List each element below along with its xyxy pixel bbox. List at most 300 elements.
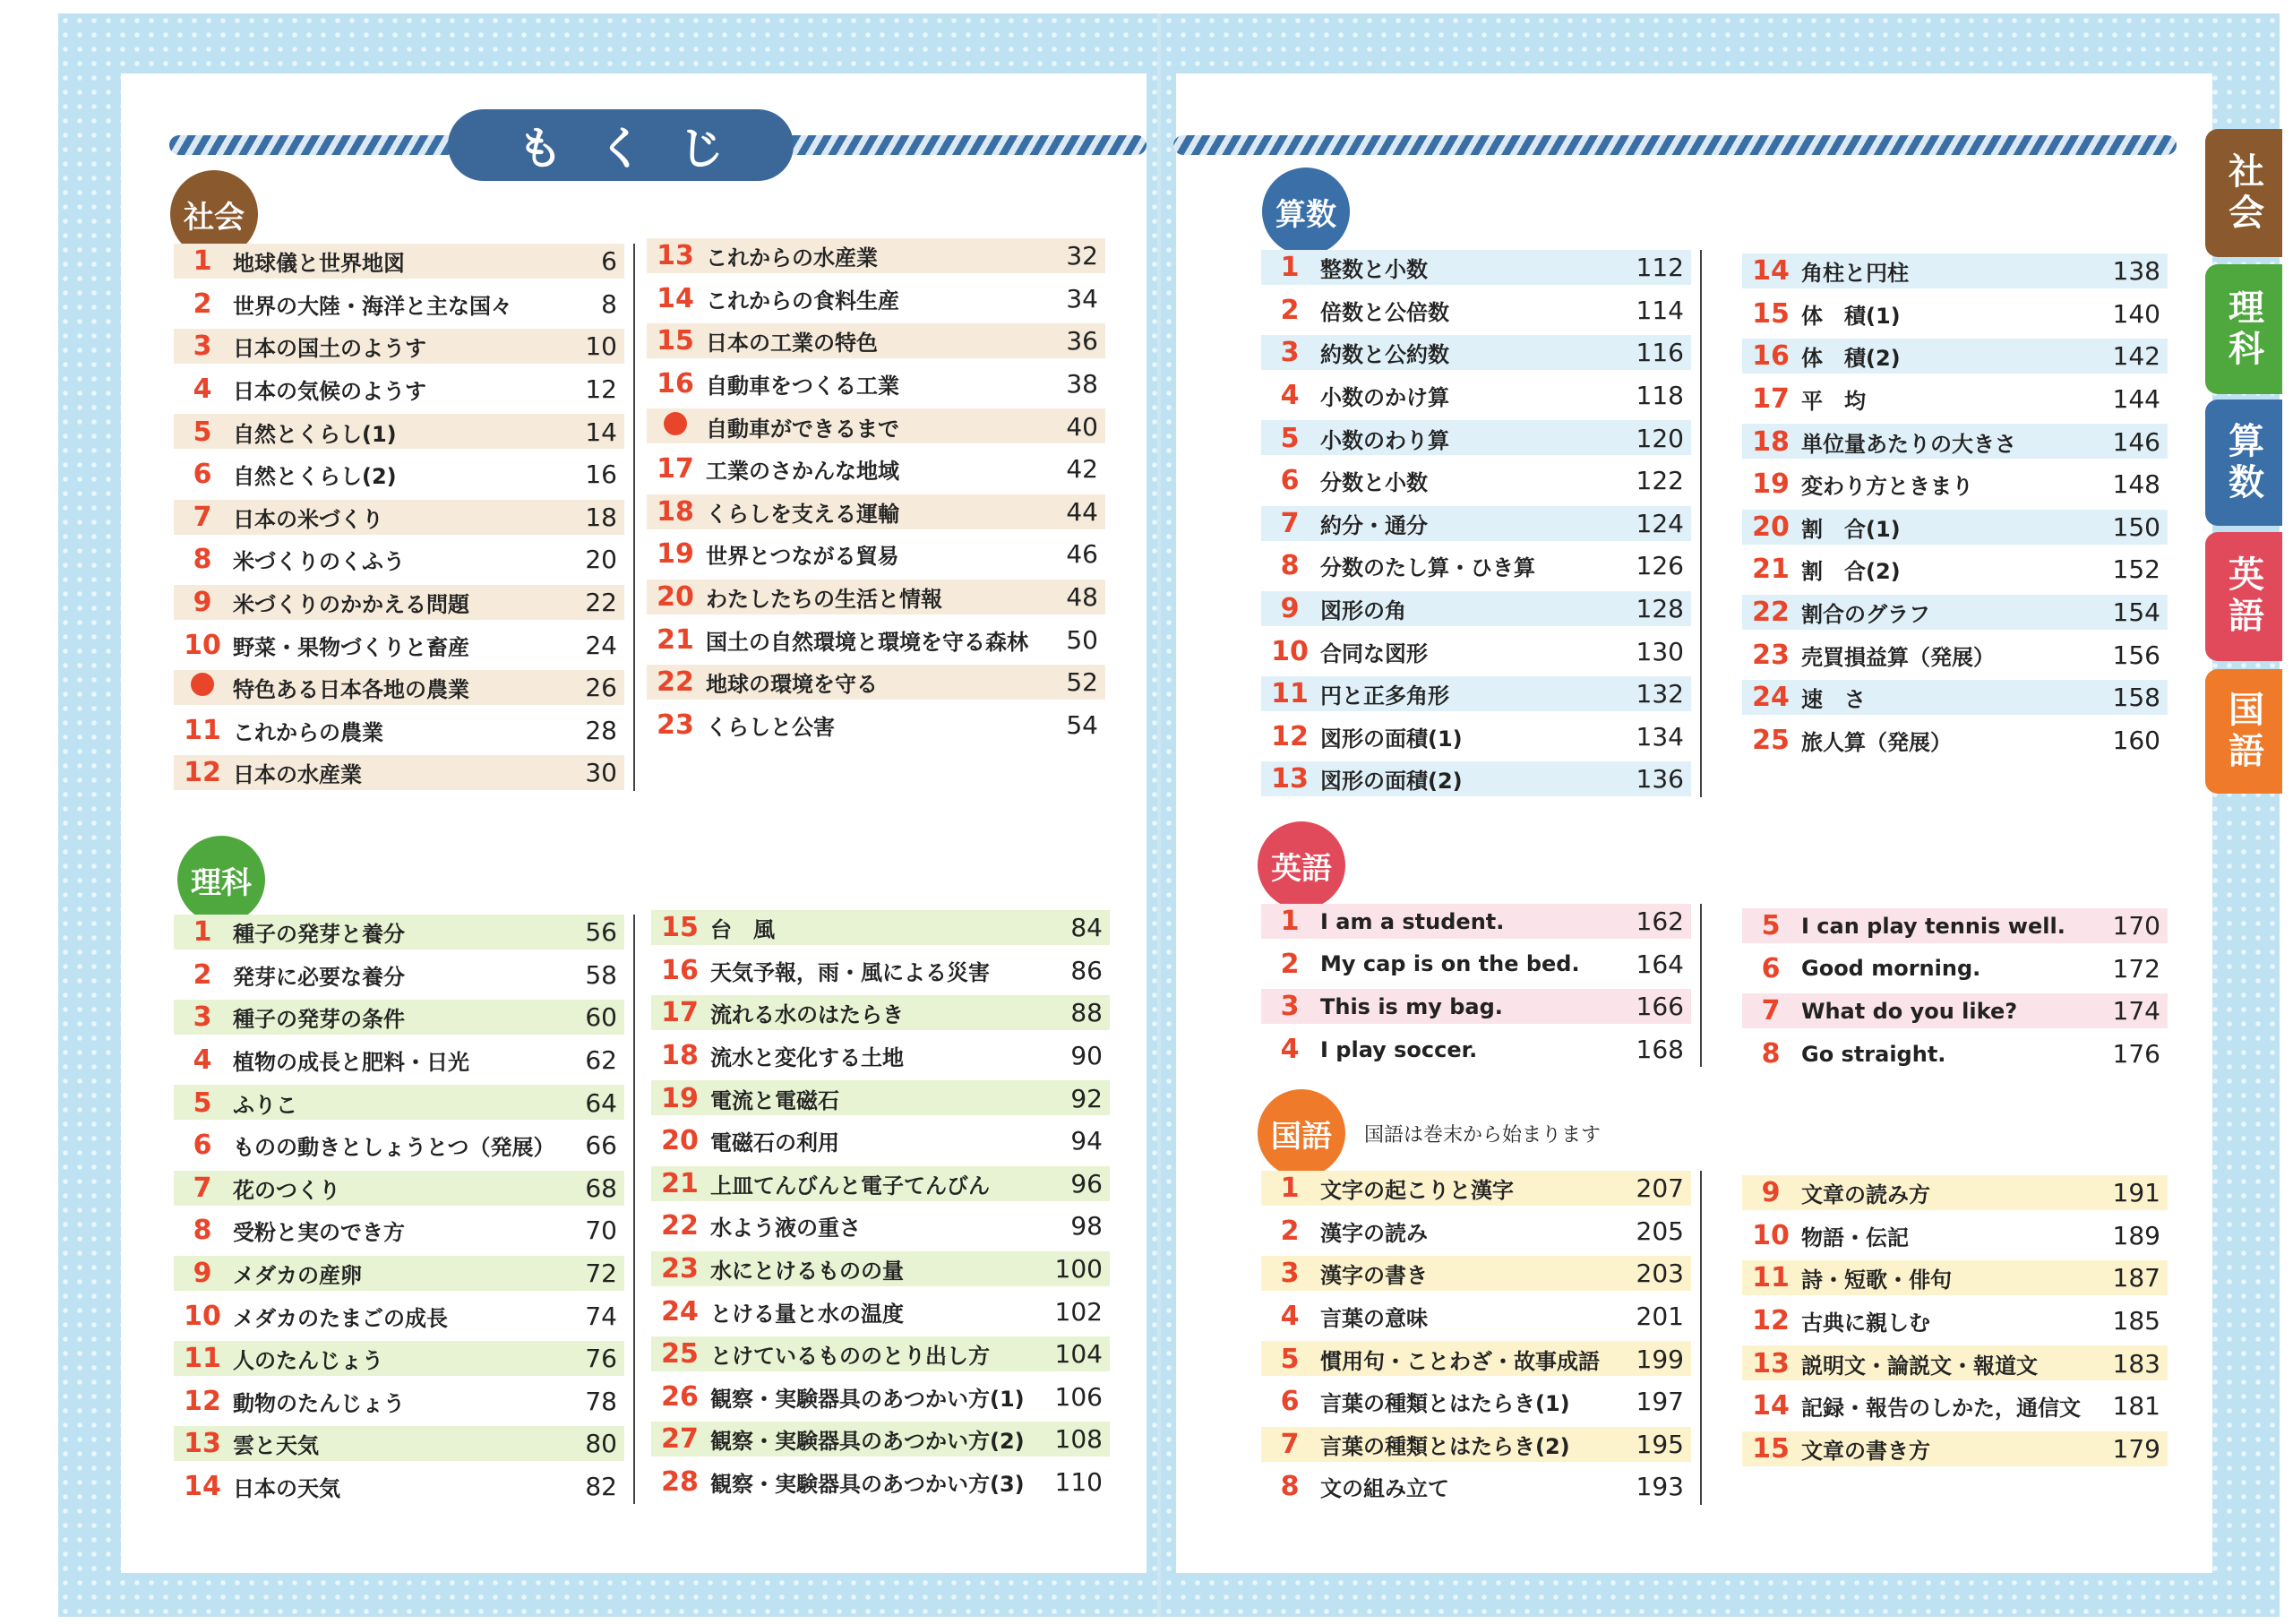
toc-entry[interactable] bbox=[1261, 331, 1691, 374]
entry-number: 4 bbox=[193, 1044, 212, 1077]
toc-entry[interactable] bbox=[647, 491, 1105, 534]
entry-title: 種子の発芽の条件 bbox=[233, 1007, 405, 1033]
entry-number: 2 bbox=[1280, 1215, 1300, 1247]
entry-page: 164 bbox=[1636, 949, 1684, 979]
section-badge-math: 算数 bbox=[1262, 168, 1350, 255]
entry-number: 24 bbox=[661, 1295, 699, 1328]
entry-title: This is my bag. bbox=[1320, 993, 1503, 1019]
entry-page: 66 bbox=[585, 1130, 617, 1161]
entry-number: 2 bbox=[1280, 294, 1300, 326]
entry-page: 42 bbox=[1066, 454, 1098, 485]
entry-title: 自動車をつくる工業 bbox=[706, 374, 899, 400]
entry-title: 約分・通分 bbox=[1320, 512, 1428, 538]
entry-title: 速 さ bbox=[1801, 687, 1866, 713]
entry-number: 1 bbox=[1280, 252, 1300, 284]
toc-entry[interactable] bbox=[1742, 1300, 2168, 1343]
entry-title: 自然とくらし(1) bbox=[233, 421, 397, 447]
entry-title: 水よう液の重さ bbox=[710, 1216, 861, 1242]
toc-entry[interactable] bbox=[174, 1422, 624, 1465]
entry-number: 14 bbox=[184, 1471, 221, 1503]
entry-page: 30 bbox=[585, 758, 617, 788]
tab-japanese[interactable]: 国語 bbox=[2205, 669, 2282, 794]
toc-entry[interactable] bbox=[1261, 1295, 1691, 1338]
entry-title: 物語・伝記 bbox=[1801, 1224, 1909, 1250]
toc-entry[interactable] bbox=[174, 1294, 624, 1337]
japanese-note: 国語は巻末から始まります bbox=[1364, 1124, 1602, 1147]
entry-page: 179 bbox=[2112, 1433, 2160, 1464]
entry-page: 64 bbox=[585, 1087, 617, 1118]
toc-entry[interactable] bbox=[174, 496, 624, 539]
entry-title: 円と正多角形 bbox=[1320, 683, 1449, 709]
toc-entry[interactable] bbox=[1261, 943, 1691, 986]
entry-page: 124 bbox=[1636, 508, 1684, 538]
toc-entry[interactable] bbox=[1742, 506, 2168, 549]
entry-number: 28 bbox=[661, 1466, 699, 1499]
entry-page: 150 bbox=[2112, 511, 2160, 542]
toc-entry[interactable] bbox=[651, 1333, 1110, 1376]
toc-entry[interactable] bbox=[174, 996, 624, 1039]
toc-entry[interactable] bbox=[647, 320, 1105, 363]
entry-page: 70 bbox=[585, 1216, 617, 1246]
entry-title: 日本の国土のようす bbox=[233, 336, 426, 362]
entry-number: 21 bbox=[1752, 554, 1790, 586]
entry-title: 世界とつながる貿易 bbox=[706, 544, 899, 570]
japanese-column-2 bbox=[1742, 1172, 2168, 1470]
toc-entry[interactable] bbox=[1261, 630, 1691, 673]
toc-entry[interactable] bbox=[1742, 633, 2168, 676]
entry-page: 52 bbox=[1066, 667, 1098, 698]
toc-entry[interactable] bbox=[651, 1077, 1110, 1120]
entry-marker bbox=[652, 411, 699, 443]
toc-entry[interactable] bbox=[174, 1337, 624, 1380]
toc-entry[interactable] bbox=[1742, 420, 2168, 463]
toc-entry[interactable] bbox=[1742, 990, 2168, 1033]
toc-entry[interactable] bbox=[1742, 1257, 2168, 1300]
entry-page: 128 bbox=[1636, 594, 1684, 624]
entry-page: 154 bbox=[2112, 597, 2160, 628]
column-divider bbox=[633, 915, 635, 1504]
entry-page: 199 bbox=[1636, 1344, 1684, 1374]
entry-number: 22 bbox=[657, 666, 694, 699]
entry-number: 12 bbox=[1271, 720, 1309, 752]
toc-entry[interactable] bbox=[1742, 591, 2168, 634]
entry-title: 図形の面積(1) bbox=[1320, 726, 1463, 752]
toc-entry[interactable] bbox=[1261, 673, 1691, 716]
entry-title: 種子の発芽と養分 bbox=[233, 922, 405, 948]
entry-number: 22 bbox=[661, 1210, 699, 1242]
entry-number: 17 bbox=[657, 453, 694, 485]
toc-entry[interactable] bbox=[174, 325, 624, 368]
entry-title: 受粉と実のでき方 bbox=[233, 1220, 405, 1246]
math-column-2 bbox=[1742, 250, 2168, 761]
toc-entry[interactable] bbox=[1261, 503, 1691, 546]
entry-title: 自動車ができるまで bbox=[706, 416, 899, 442]
entry-page: 183 bbox=[2112, 1348, 2160, 1379]
toc-entry[interactable] bbox=[174, 1081, 624, 1124]
entry-page: 172 bbox=[2112, 953, 2160, 984]
entry-number: 6 bbox=[193, 1130, 212, 1162]
entry-title: 花のつくり bbox=[233, 1177, 340, 1203]
toc-entry[interactable] bbox=[174, 709, 624, 752]
entry-number: 7 bbox=[1761, 995, 1781, 1027]
english-column-1 bbox=[1261, 900, 1691, 1070]
toc-entry[interactable] bbox=[1261, 588, 1691, 631]
entry-number: 8 bbox=[1761, 1038, 1781, 1070]
entry-title: 言葉の種類とはたらき(2) bbox=[1320, 1433, 1570, 1459]
toc-entry[interactable] bbox=[651, 949, 1110, 992]
toc-entry[interactable] bbox=[647, 661, 1105, 704]
toc-entry[interactable] bbox=[1742, 548, 2168, 591]
toc-entry[interactable] bbox=[174, 1252, 624, 1295]
toc-entry[interactable] bbox=[174, 581, 624, 624]
entry-page: 98 bbox=[1070, 1211, 1103, 1242]
toc-entry[interactable] bbox=[1261, 716, 1691, 759]
entry-title: My cap is on the bed. bbox=[1320, 951, 1580, 977]
entry-number: 1 bbox=[193, 916, 212, 949]
entry-number: 5 bbox=[193, 416, 212, 448]
entry-title: 世界の大陸・海洋と主な国々 bbox=[233, 293, 512, 319]
toc-entry[interactable] bbox=[1742, 905, 2168, 948]
social-column-2 bbox=[647, 235, 1105, 746]
entry-page: 76 bbox=[585, 1344, 617, 1374]
toc-entry[interactable] bbox=[651, 1120, 1110, 1163]
entry-title: 水にとけるものの量 bbox=[710, 1259, 904, 1285]
entry-page: 134 bbox=[1636, 721, 1684, 752]
entry-page: 18 bbox=[585, 502, 617, 532]
toc-entry[interactable] bbox=[651, 1290, 1110, 1333]
entry-number: 7 bbox=[1280, 1428, 1300, 1460]
entry-title: くらしを支える運輸 bbox=[706, 501, 899, 527]
entry-page: 148 bbox=[2112, 469, 2160, 500]
toc-entry[interactable] bbox=[174, 1167, 624, 1210]
entry-title: 分数と小数 bbox=[1320, 470, 1428, 496]
entry-title: 売買損益算（発展） bbox=[1801, 644, 1995, 670]
toc-entry[interactable] bbox=[1261, 1252, 1691, 1295]
entry-page: 189 bbox=[2112, 1220, 2160, 1250]
entry-number: 5 bbox=[1280, 1343, 1300, 1375]
entry-page: 176 bbox=[2112, 1039, 2160, 1070]
toc-entry[interactable] bbox=[1261, 1423, 1691, 1466]
toc-entry[interactable] bbox=[1742, 335, 2168, 378]
entry-page: 20 bbox=[585, 545, 617, 575]
toc-entry[interactable] bbox=[1742, 378, 2168, 421]
entry-title: 旅人算（発展） bbox=[1801, 729, 1952, 755]
toc-entry[interactable] bbox=[1261, 1380, 1691, 1423]
entry-title: 合同な図形 bbox=[1320, 640, 1428, 666]
entry-number: 1 bbox=[1280, 906, 1300, 938]
entry-number: 10 bbox=[1752, 1219, 1790, 1251]
section-badge-science: 理科 bbox=[177, 836, 265, 924]
toc-entry[interactable] bbox=[1261, 545, 1691, 588]
toc-entry[interactable] bbox=[1742, 1428, 2168, 1471]
toc-entry[interactable] bbox=[647, 618, 1105, 661]
toc-entry[interactable] bbox=[174, 453, 624, 496]
entry-number: 6 bbox=[1280, 1386, 1300, 1418]
toc-entry[interactable] bbox=[647, 363, 1105, 406]
toc-entry[interactable] bbox=[1261, 460, 1691, 503]
entry-page: 10 bbox=[585, 331, 617, 362]
toc-entry[interactable] bbox=[1261, 289, 1691, 332]
toc-entry[interactable] bbox=[174, 283, 624, 326]
entry-number: 11 bbox=[184, 714, 221, 746]
column-divider bbox=[1700, 1171, 1702, 1505]
entry-page: 100 bbox=[1054, 1254, 1103, 1285]
entry-title: 地球儀と世界地図 bbox=[233, 251, 405, 277]
toc-entry[interactable] bbox=[174, 623, 624, 666]
entry-page: 58 bbox=[585, 959, 617, 990]
toc-entry[interactable] bbox=[651, 1035, 1110, 1078]
toc-entry[interactable] bbox=[1742, 1172, 2168, 1215]
entry-page: 140 bbox=[2112, 298, 2160, 329]
entry-number: 23 bbox=[1752, 639, 1790, 671]
toc-entry[interactable] bbox=[1742, 1033, 2168, 1076]
toc-entry[interactable] bbox=[1742, 719, 2168, 762]
toc-entry[interactable] bbox=[651, 1418, 1110, 1461]
entry-number: 5 bbox=[1280, 422, 1300, 454]
math-column-1 bbox=[1261, 246, 1691, 801]
entry-title: ものの動きとしょうとつ（発展） bbox=[233, 1135, 555, 1161]
toc-entry[interactable] bbox=[1742, 1215, 2168, 1258]
entry-page: 56 bbox=[585, 917, 617, 948]
toc-entry[interactable] bbox=[647, 278, 1105, 321]
toc-entry[interactable] bbox=[647, 405, 1105, 448]
toc-entry[interactable] bbox=[174, 911, 624, 954]
toc-entry[interactable] bbox=[1261, 1337, 1691, 1380]
entry-number: 13 bbox=[1271, 763, 1309, 795]
entry-number: 11 bbox=[184, 1343, 221, 1375]
entry-number: 5 bbox=[1761, 910, 1781, 942]
entry-number: 2 bbox=[193, 288, 212, 320]
toc-entry[interactable] bbox=[174, 1380, 624, 1423]
toc-entry[interactable] bbox=[647, 235, 1105, 278]
entry-page: 104 bbox=[1054, 1339, 1103, 1370]
entry-title: 図形の角 bbox=[1320, 598, 1406, 624]
toc-entry[interactable] bbox=[651, 907, 1110, 949]
entry-number: 14 bbox=[657, 282, 694, 314]
entry-number: 21 bbox=[661, 1167, 699, 1199]
entry-title: What do you like? bbox=[1801, 998, 2018, 1024]
toc-entry[interactable] bbox=[174, 752, 624, 795]
section-badge-japanese: 国語 bbox=[1258, 1089, 1345, 1177]
entry-number: 3 bbox=[1280, 337, 1300, 369]
toc-entry[interactable] bbox=[1742, 293, 2168, 336]
entry-title: 詩・短歌・俳句 bbox=[1801, 1267, 1952, 1293]
toc-entry[interactable] bbox=[174, 1039, 624, 1082]
entry-page: 170 bbox=[2112, 911, 2160, 941]
entry-page: 114 bbox=[1636, 295, 1684, 325]
entry-number: 12 bbox=[1752, 1305, 1790, 1337]
toc-entry[interactable] bbox=[1261, 1167, 1691, 1210]
entry-page: 136 bbox=[1636, 764, 1684, 795]
toc-entry[interactable] bbox=[647, 533, 1105, 576]
entry-title: Good morning. bbox=[1801, 956, 1981, 982]
entry-title: 流れる水のはたらき bbox=[710, 1002, 904, 1028]
entry-title: メダカのたまごの成長 bbox=[233, 1305, 448, 1331]
toc-entry[interactable] bbox=[651, 1376, 1110, 1419]
entry-number: 13 bbox=[1752, 1347, 1790, 1379]
entry-page: 68 bbox=[585, 1173, 617, 1203]
entry-number: 3 bbox=[1280, 1258, 1300, 1290]
entry-number: 6 bbox=[193, 459, 212, 491]
entry-page: 44 bbox=[1066, 496, 1098, 527]
entry-title: 日本の工業の特色 bbox=[706, 331, 878, 357]
toc-entry[interactable] bbox=[1742, 250, 2168, 293]
entry-title: 角柱と円柱 bbox=[1801, 261, 1909, 287]
toc-entry[interactable] bbox=[1261, 900, 1691, 943]
entry-page: 116 bbox=[1636, 338, 1684, 368]
toc-entry[interactable] bbox=[174, 1209, 624, 1252]
toc-entry[interactable] bbox=[1742, 463, 2168, 506]
tab-science[interactable]: 理科 bbox=[2205, 264, 2282, 394]
entry-title: 自然とくらし(2) bbox=[233, 464, 397, 490]
toc-entry[interactable] bbox=[174, 954, 624, 997]
entry-page: 168 bbox=[1636, 1035, 1684, 1065]
toc-entry[interactable] bbox=[651, 1163, 1110, 1206]
tab-english[interactable]: 英語 bbox=[2205, 532, 2282, 661]
toc-entry[interactable] bbox=[174, 1124, 624, 1167]
entry-number: 6 bbox=[1761, 952, 1781, 984]
entry-title: 単位量あたりの大きさ bbox=[1801, 431, 2016, 457]
entry-page: 197 bbox=[1636, 1387, 1684, 1417]
entry-page: 54 bbox=[1066, 709, 1098, 740]
toc-entry[interactable] bbox=[1261, 758, 1691, 801]
entry-page: 156 bbox=[2112, 640, 2160, 670]
toc-entry[interactable] bbox=[1261, 985, 1691, 1028]
entry-page: 193 bbox=[1636, 1472, 1684, 1502]
entry-title: 日本の水産業 bbox=[233, 762, 362, 788]
toc-entry[interactable] bbox=[1261, 417, 1691, 460]
entry-title: 変わり方ときまり bbox=[1801, 474, 1973, 500]
entry-number: 19 bbox=[661, 1082, 699, 1114]
entry-title: 記録・報告のしかた，通信文 bbox=[1801, 1396, 2081, 1422]
toc-entry[interactable] bbox=[1742, 1342, 2168, 1385]
entry-page: 110 bbox=[1054, 1467, 1103, 1498]
entry-number: 12 bbox=[184, 757, 221, 789]
science-column-1 bbox=[174, 911, 624, 1508]
entry-page: 94 bbox=[1070, 1126, 1103, 1156]
entry-marker bbox=[179, 672, 226, 703]
toc-entry[interactable] bbox=[1742, 1385, 2168, 1428]
entry-page: 201 bbox=[1636, 1302, 1684, 1332]
entry-number: 9 bbox=[193, 587, 212, 619]
entry-number: 9 bbox=[193, 1258, 212, 1290]
entry-page: 144 bbox=[2112, 384, 2160, 415]
entry-page: 120 bbox=[1636, 423, 1684, 453]
entry-page: 78 bbox=[585, 1386, 617, 1416]
entry-page: 32 bbox=[1066, 241, 1098, 271]
entry-page: 92 bbox=[1070, 1083, 1103, 1113]
entry-page: 28 bbox=[585, 715, 617, 745]
entry-title: 観察・実験器具のあつかい方(2) bbox=[710, 1429, 1025, 1455]
entry-page: 207 bbox=[1636, 1173, 1684, 1204]
entry-title: 発芽に必要な養分 bbox=[233, 964, 405, 990]
english-column-2 bbox=[1742, 905, 2168, 1075]
entry-number: 16 bbox=[661, 954, 699, 986]
toc-entry[interactable] bbox=[647, 448, 1105, 491]
entry-title: 割 合(1) bbox=[1801, 516, 1901, 542]
column-divider bbox=[1700, 250, 1702, 797]
entry-title: 特色ある日本各地の農業 bbox=[233, 677, 469, 703]
toc-entry[interactable] bbox=[1261, 374, 1691, 417]
entry-number: 15 bbox=[657, 325, 694, 357]
entry-title: 言葉の意味 bbox=[1320, 1306, 1428, 1332]
entry-title: 図形の面積(2) bbox=[1320, 769, 1463, 795]
entry-page: 88 bbox=[1070, 998, 1103, 1028]
toc-entry[interactable] bbox=[647, 704, 1105, 747]
toc-entry[interactable] bbox=[651, 1248, 1110, 1291]
entry-page: 126 bbox=[1636, 551, 1684, 581]
entry-number: 18 bbox=[1752, 425, 1790, 458]
entry-number: 8 bbox=[193, 544, 212, 576]
entry-number: 3 bbox=[1280, 991, 1300, 1023]
entry-title: くらしと公害 bbox=[706, 714, 835, 740]
entry-page: 112 bbox=[1636, 253, 1684, 283]
entry-number: 20 bbox=[657, 581, 694, 614]
entry-title: 漢字の書き bbox=[1320, 1263, 1428, 1289]
tab-social[interactable]: 社会 bbox=[2205, 129, 2282, 257]
entry-page: 12 bbox=[585, 374, 617, 405]
entry-number: 7 bbox=[193, 501, 212, 533]
toc-entry[interactable] bbox=[1261, 1465, 1691, 1508]
toc-entry[interactable] bbox=[651, 1205, 1110, 1248]
toc-entry[interactable] bbox=[651, 992, 1110, 1035]
toc-entry[interactable] bbox=[174, 538, 624, 581]
entry-page: 22 bbox=[585, 588, 617, 618]
toc-entry[interactable] bbox=[651, 1461, 1110, 1504]
entry-title: 割合のグラフ bbox=[1801, 602, 1930, 628]
toc-entry[interactable] bbox=[174, 1465, 624, 1508]
tab-math[interactable]: 算数 bbox=[2205, 400, 2282, 526]
entry-number: 21 bbox=[657, 623, 694, 656]
toc-entry[interactable] bbox=[647, 576, 1105, 619]
toc-entry[interactable] bbox=[174, 240, 624, 283]
toc-entry[interactable] bbox=[1742, 948, 2168, 991]
entry-page: 166 bbox=[1636, 992, 1684, 1022]
entry-title: 台 風 bbox=[710, 917, 775, 943]
entry-title: 漢字の読み bbox=[1320, 1220, 1428, 1246]
entry-page: 6 bbox=[601, 246, 617, 277]
toc-entry[interactable] bbox=[1261, 246, 1691, 289]
entry-title: 説明文・論説文・報道文 bbox=[1801, 1353, 2038, 1379]
entry-page: 34 bbox=[1066, 283, 1098, 314]
entry-number: 5 bbox=[193, 1087, 212, 1119]
entry-title: 古典に親しむ bbox=[1801, 1310, 1930, 1336]
toc-entry[interactable] bbox=[174, 410, 624, 453]
entry-title: 天気予報，雨・風による災害 bbox=[710, 959, 990, 985]
column-divider bbox=[1700, 904, 1702, 1067]
entry-number: 18 bbox=[661, 1040, 699, 1072]
entry-page: 102 bbox=[1054, 1296, 1103, 1327]
entry-number: 15 bbox=[1752, 1432, 1790, 1465]
entry-number: 9 bbox=[1280, 593, 1300, 625]
entry-page: 24 bbox=[585, 630, 617, 660]
toc-entry[interactable] bbox=[1261, 1028, 1691, 1071]
entry-title: 流水と変化する土地 bbox=[710, 1045, 904, 1071]
entry-title: 地球の環境を守る bbox=[706, 672, 878, 698]
toc-entry[interactable] bbox=[1261, 1210, 1691, 1253]
entry-page: 195 bbox=[1636, 1429, 1684, 1459]
entry-number: 10 bbox=[1271, 635, 1309, 667]
entry-title: 約数と公約数 bbox=[1320, 342, 1449, 368]
entry-page: 96 bbox=[1070, 1168, 1103, 1199]
entry-title: 慣用句・ことわざ・故事成語 bbox=[1320, 1348, 1600, 1374]
toc-entry[interactable] bbox=[1742, 676, 2168, 719]
toc-entry[interactable] bbox=[174, 666, 624, 709]
entry-page: 40 bbox=[1066, 411, 1098, 442]
toc-entry[interactable] bbox=[174, 368, 624, 411]
entry-title: わたしたちの生活と情報 bbox=[706, 587, 942, 613]
entry-title: 文の組み立て bbox=[1320, 1476, 1449, 1502]
